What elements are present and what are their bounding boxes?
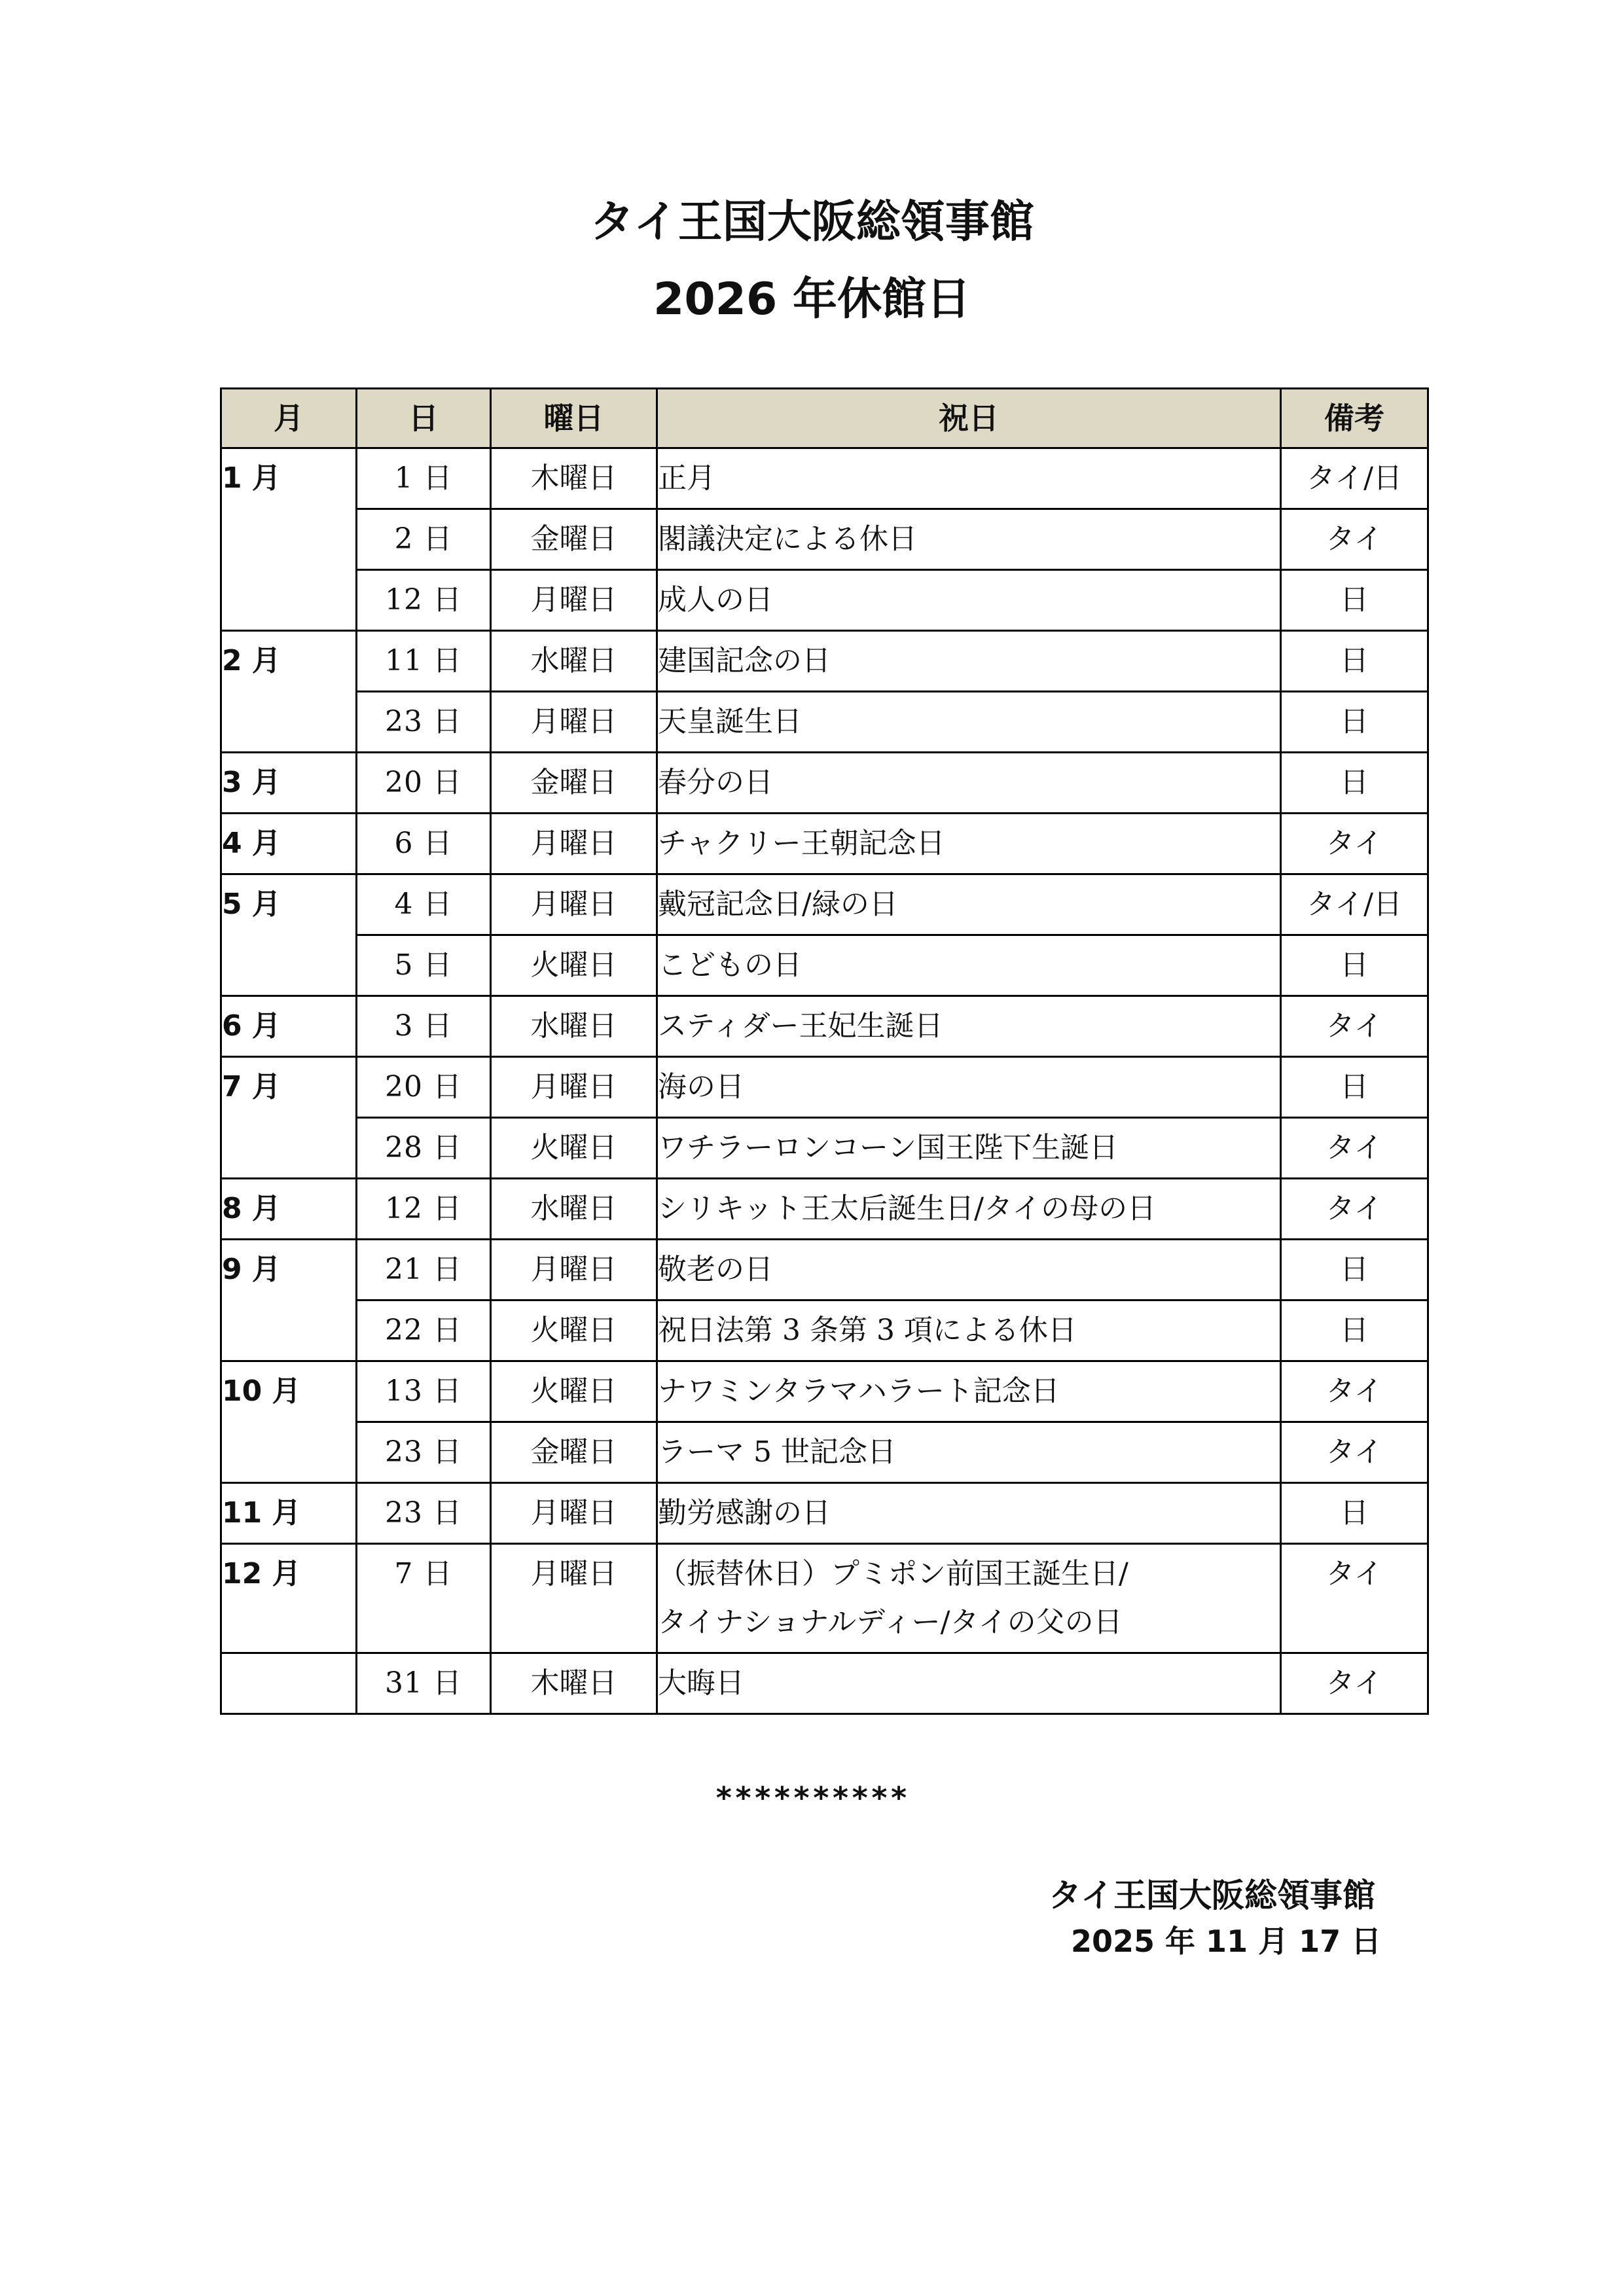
holiday-name-line: タイナショナルディー/タイの父の日 <box>658 1605 1123 1639</box>
table-row <box>221 1240 1428 1300</box>
holiday-name-line: 天皇誕生日 <box>658 705 802 738</box>
holiday-name-cell <box>657 996 1281 1057</box>
weekday-cell: 月曜日 <box>491 570 657 631</box>
day-cell: 23 日 <box>357 1483 491 1544</box>
note-cell: タイ <box>1281 1118 1428 1179</box>
holiday-name-cell <box>657 1653 1281 1714</box>
signature-organization: タイ王国大阪総領事館 <box>1049 1876 1375 1914</box>
note-cell: 日 <box>1281 935 1428 996</box>
document-subtitle: 2026 年休館日 <box>653 274 971 325</box>
table-row <box>221 448 1428 509</box>
note-cell: タイ <box>1281 509 1428 570</box>
day-cell: 23 日 <box>357 1422 491 1483</box>
weekday-cell: 金曜日 <box>491 1422 657 1483</box>
holiday-name-line: 春分の日 <box>658 766 773 799</box>
day-cell: 4 日 <box>357 874 491 935</box>
holiday-name-cell <box>657 935 1281 996</box>
weekday-cell: 水曜日 <box>491 1179 657 1240</box>
day-cell: 20 日 <box>357 753 491 814</box>
holiday-name-cell <box>657 448 1281 509</box>
holiday-name-line: 海の日 <box>658 1070 744 1103</box>
note-cell: タイ <box>1281 1179 1428 1240</box>
table-row <box>221 1361 1428 1422</box>
weekday-cell: 木曜日 <box>491 1653 657 1714</box>
holiday-name-cell <box>657 1483 1281 1544</box>
day-cell: 7 日 <box>357 1544 491 1653</box>
holiday-name-cell <box>657 1057 1281 1118</box>
holiday-name-line: 正月 <box>658 461 715 495</box>
holiday-name-cell <box>657 1422 1281 1483</box>
holiday-name-cell <box>657 1544 1281 1653</box>
holiday-name-cell <box>657 1300 1281 1361</box>
month-cell: 2 月 <box>221 631 357 753</box>
holiday-name-cell <box>657 1179 1281 1240</box>
holiday-name-line: 成人の日 <box>658 583 773 617</box>
holiday-name-cell <box>657 874 1281 935</box>
weekday-cell: 月曜日 <box>491 874 657 935</box>
month-cell: 7 月 <box>221 1057 357 1179</box>
day-cell: 12 日 <box>357 1179 491 1240</box>
holiday-name-line: ナワミンタラマハラート記念日 <box>658 1374 1060 1408</box>
day-cell: 13 日 <box>357 1361 491 1422</box>
table-row <box>221 874 1428 935</box>
note-cell: 日 <box>1281 631 1428 692</box>
month-cell: 10 月 <box>221 1361 357 1483</box>
weekday-cell: 月曜日 <box>491 1483 657 1544</box>
weekday-cell: 月曜日 <box>491 1544 657 1653</box>
day-cell: 2 日 <box>357 509 491 570</box>
holiday-table <box>220 387 1429 1715</box>
month-cell: 6 月 <box>221 996 357 1057</box>
note-cell: 日 <box>1281 1057 1428 1118</box>
note-cell: 日 <box>1281 1300 1428 1361</box>
weekday-cell: 月曜日 <box>491 1240 657 1300</box>
day-cell: 31 日 <box>357 1653 491 1714</box>
note-cell: タイ/日 <box>1281 874 1428 935</box>
holiday-name-line: 祝日法第 3 条第 3 項による休日 <box>658 1314 1077 1347</box>
holiday-name-line: ワチラーロンコーン国王陛下生誕日 <box>658 1131 1119 1164</box>
table-row <box>221 814 1428 874</box>
table-row <box>221 631 1428 692</box>
month-cell: 5 月 <box>221 874 357 996</box>
day-cell: 22 日 <box>357 1300 491 1361</box>
holiday-name-line: チャクリー王朝記念日 <box>658 827 945 860</box>
holiday-name-line: スティダー王妃生誕日 <box>658 1009 943 1043</box>
weekday-cell: 火曜日 <box>491 935 657 996</box>
day-cell: 12 日 <box>357 570 491 631</box>
table-row <box>221 1422 1428 1483</box>
note-cell: 日 <box>1281 753 1428 814</box>
holiday-name-line: シリキット王太后誕生日/タイの母の日 <box>658 1192 1157 1225</box>
table-row <box>221 509 1428 570</box>
table-row <box>221 1118 1428 1179</box>
note-cell: 日 <box>1281 1240 1428 1300</box>
weekday-cell: 月曜日 <box>491 692 657 753</box>
day-cell: 20 日 <box>357 1057 491 1118</box>
holiday-name-cell <box>657 1240 1281 1300</box>
header-weekday: 曜日 <box>491 389 657 448</box>
holiday-name-line: 敬老の日 <box>658 1253 773 1286</box>
table-row <box>221 1300 1428 1361</box>
table-row <box>221 1653 1428 1714</box>
table-row <box>221 1057 1428 1118</box>
day-cell: 23 日 <box>357 692 491 753</box>
note-cell: タイ/日 <box>1281 448 1428 509</box>
holiday-name-cell <box>657 509 1281 570</box>
table-row <box>221 570 1428 631</box>
table-row <box>221 935 1428 996</box>
table-row <box>221 996 1428 1057</box>
note-cell: タイ <box>1281 996 1428 1057</box>
holiday-name-line: 戴冠記念日/緑の日 <box>658 888 898 921</box>
weekday-cell: 金曜日 <box>491 753 657 814</box>
holiday-name-line: こどもの日 <box>658 948 802 982</box>
month-cell: 9 月 <box>221 1240 357 1361</box>
holiday-name-cell <box>657 1118 1281 1179</box>
note-cell: 日 <box>1281 570 1428 631</box>
note-cell: タイ <box>1281 1544 1428 1653</box>
weekday-cell: 水曜日 <box>491 996 657 1057</box>
weekday-cell: 水曜日 <box>491 631 657 692</box>
holiday-name-cell <box>657 570 1281 631</box>
note-cell: タイ <box>1281 1653 1428 1714</box>
note-cell: タイ <box>1281 1422 1428 1483</box>
table-row <box>221 1483 1428 1544</box>
note-cell: タイ <box>1281 814 1428 874</box>
weekday-cell: 火曜日 <box>491 1300 657 1361</box>
holiday-name-cell <box>657 692 1281 753</box>
signature-date: 2025 年 11 月 17 日 <box>1071 1924 1382 1959</box>
month-cell: 11 月 <box>221 1483 357 1544</box>
month-cell: 4 月 <box>221 814 357 874</box>
header-note: 備考 <box>1281 389 1428 448</box>
weekday-cell: 月曜日 <box>491 1057 657 1118</box>
weekday-cell: 火曜日 <box>491 1118 657 1179</box>
holiday-name-line: ラーマ 5 世記念日 <box>658 1435 896 1469</box>
holiday-name-line: 建国記念の日 <box>658 644 831 677</box>
table-row <box>221 1179 1428 1240</box>
table-body <box>221 448 1428 1714</box>
month-cell <box>221 1653 357 1714</box>
table-row <box>221 753 1428 814</box>
month-cell: 1 月 <box>221 448 357 631</box>
table-row <box>221 1544 1428 1653</box>
note-cell: 日 <box>1281 1483 1428 1544</box>
day-cell: 28 日 <box>357 1118 491 1179</box>
day-cell: 6 日 <box>357 814 491 874</box>
month-cell: 8 月 <box>221 1179 357 1240</box>
table-header-row <box>221 389 1428 448</box>
month-cell: 3 月 <box>221 753 357 814</box>
day-cell: 21 日 <box>357 1240 491 1300</box>
day-cell: 3 日 <box>357 996 491 1057</box>
holiday-name-cell <box>657 814 1281 874</box>
day-cell: 11 日 <box>357 631 491 692</box>
holiday-name-cell <box>657 753 1281 814</box>
weekday-cell: 金曜日 <box>491 509 657 570</box>
note-cell: 日 <box>1281 692 1428 753</box>
separator-stars: ********** <box>715 1780 909 1816</box>
header-day: 日 <box>357 389 491 448</box>
holiday-name-cell <box>657 1361 1281 1422</box>
header-holiday: 祝日 <box>657 389 1281 448</box>
day-cell: 1 日 <box>357 448 491 509</box>
note-cell: タイ <box>1281 1361 1428 1422</box>
holiday-name-cell <box>657 631 1281 692</box>
holiday-name-line: 大晦日 <box>658 1666 744 1700</box>
day-cell: 5 日 <box>357 935 491 996</box>
document-title: タイ王国大阪総領事館 <box>590 196 1034 248</box>
table-row <box>221 692 1428 753</box>
weekday-cell: 木曜日 <box>491 448 657 509</box>
weekday-cell: 月曜日 <box>491 814 657 874</box>
weekday-cell: 火曜日 <box>491 1361 657 1422</box>
month-cell: 12 月 <box>221 1544 357 1653</box>
header-month: 月 <box>221 389 357 448</box>
holiday-name-line: 勤労感謝の日 <box>658 1496 831 1530</box>
holiday-name-line: （振替休日）プミポン前国王誕生日/ <box>658 1557 1128 1590</box>
holiday-name-line: 閣議決定による休日 <box>658 522 917 556</box>
